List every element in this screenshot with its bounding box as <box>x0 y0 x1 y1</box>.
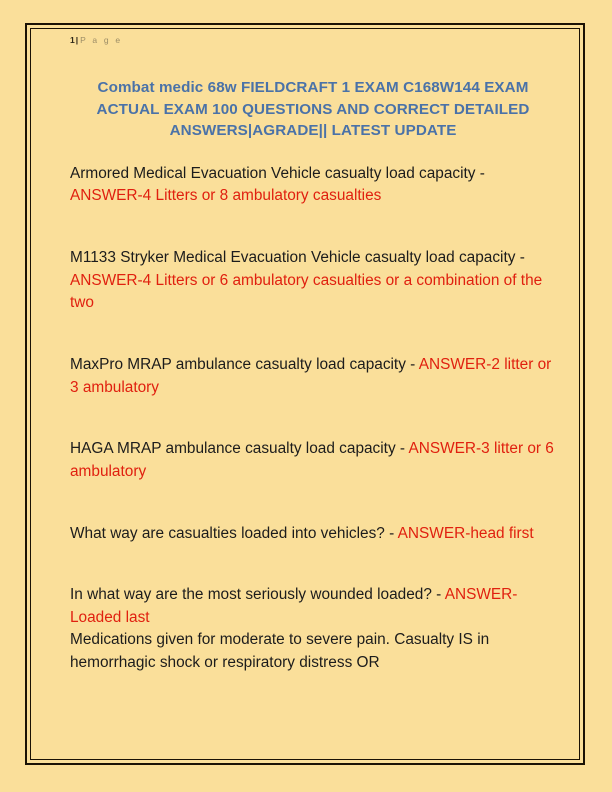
page-header-label: P a g e <box>80 35 123 45</box>
qa-question: MaxPro MRAP ambulance casualty load capacity - <box>70 355 419 373</box>
qa-list <box>70 163 556 675</box>
qa-block <box>70 438 556 483</box>
page-header <box>70 35 556 45</box>
qa-question: Armored Medical Evacuation Vehicle casualty load capacity - <box>70 164 485 182</box>
qa-answer: ANSWER-4 Litters or 8 ambulatory casualties <box>70 187 382 205</box>
qa-answer: ANSWER-3 litter or 6 ambulatory <box>70 440 554 480</box>
qa-question: In what way are the most seriously wounded loaded? - <box>70 586 445 604</box>
qa-question: HAGA MRAP ambulance casualty load capacity - <box>70 440 409 458</box>
qa-answer: ANSWER-head first <box>397 524 534 542</box>
qa-block <box>70 354 556 399</box>
qa-block <box>70 523 556 546</box>
qa-block <box>70 163 556 208</box>
qa-answer: ANSWER-Loaded last <box>70 586 518 626</box>
page-header-separator: | <box>75 35 79 45</box>
trailing-paragraph: Medications given for moderate to severe pain. Casualty IS in hemorrhagic shock or respiratory distress OR <box>70 631 490 672</box>
qa-answer: ANSWER-4 Litters or 6 ambulatory casualties or a combination of the two <box>70 271 543 312</box>
qa-question: M1133 Stryker Medical Evacuation Vehicle casualty load capacity - <box>70 249 525 267</box>
document-title: Combat medic 68w FIELDCRAFT 1 EXAM C168W144 EXAM ACTUAL EXAM 100 QUESTIONS AND CORRECT DETAILED ANSWERS|AGRADE|| LATEST UPDATE <box>96 79 530 140</box>
qa-question: What way are casualties loaded into vehicles? - <box>70 524 398 542</box>
page-number: 1 <box>70 35 75 45</box>
page-border-frame <box>25 23 585 765</box>
qa-block <box>70 584 556 629</box>
qa-block <box>70 247 556 315</box>
qa-answer: ANSWER-2 litter or 3 ambulatory <box>70 355 552 396</box>
page-content <box>70 35 556 675</box>
